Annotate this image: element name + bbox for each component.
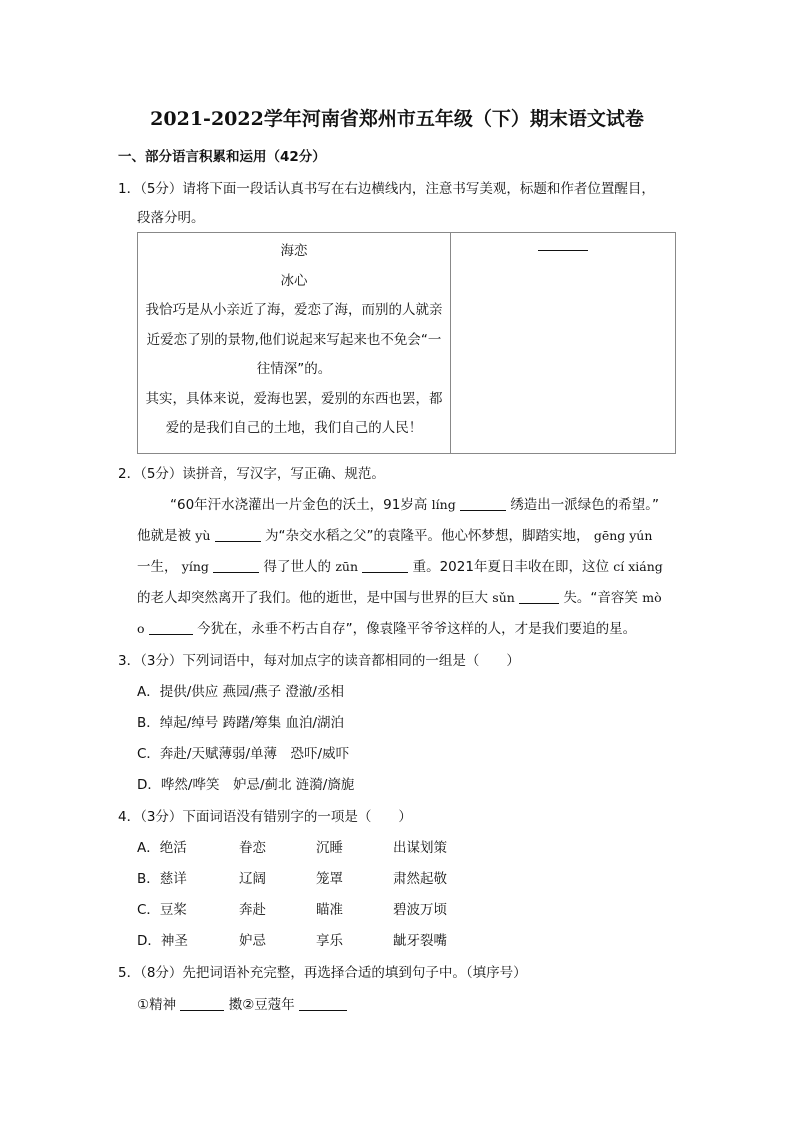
q2-text: “60年汗水浇灌出一片金色的沃土，91岁高 <box>170 497 428 513</box>
answer-blank[interactable] <box>213 559 259 574</box>
q4-word: 享乐 <box>316 933 343 949</box>
pinyin: sǔn <box>492 590 515 605</box>
q3-option-c[interactable]: C．奔赴/天赋薄弱/单薄 恐吓/威吓 <box>137 746 350 762</box>
q4-word: 肃然起敬 <box>393 871 447 887</box>
pinyin: cí xiáng <box>613 559 663 574</box>
poem-author: 冰心 <box>280 272 308 289</box>
pinyin: zūn <box>335 559 358 574</box>
q2-text: 今犹在，永垂不朽古自存”，像袁隆平爷爷这样的人，才是我们要追的星。 <box>197 621 637 637</box>
q4-word: 出谋划策 <box>393 840 447 856</box>
section-heading: 一、部分语言积累和运用（42分） <box>118 149 326 165</box>
q2-text-line3 <box>137 555 663 575</box>
poem-title: 海恋 <box>280 243 308 259</box>
answer-blank[interactable] <box>519 590 559 605</box>
answer-blank[interactable] <box>460 497 506 512</box>
q3-option-a[interactable]: A．提供/供应 燕园/燕子 澄澈/丞相 <box>137 684 344 700</box>
q3-stem: 3．（3分）下列词语中，每对加点字的读音都相同的一组是（ ） <box>118 653 520 669</box>
poem-text-cell <box>138 233 451 454</box>
q2-text-line4 <box>137 586 662 606</box>
q4-word: B．慈详 <box>137 871 187 887</box>
q2-text: 的老人却突然离开了我们。他的逝世，是中国与世界的巨大 <box>137 590 488 606</box>
q4-option-d[interactable] <box>137 929 188 949</box>
answer-blank[interactable] <box>149 621 193 636</box>
answer-blank[interactable] <box>299 997 347 1012</box>
pinyin: yù <box>195 528 211 543</box>
q4-option-c[interactable] <box>137 898 187 918</box>
q2-stem: 2．（5分）读拼音，写汉字，写正确、规范。 <box>118 466 385 482</box>
q4-word: 眷恋 <box>239 840 266 856</box>
q4-word: C．豆桨 <box>137 902 187 918</box>
q4-word: A．绝活 <box>137 840 187 856</box>
q4-word: 辽阔 <box>239 871 266 887</box>
q4-stem: 4．（3分）下面词语没有错别字的一项是（ ） <box>118 809 412 825</box>
q4-word: 碧波万顷 <box>393 902 447 918</box>
answer-blank[interactable] <box>215 528 261 543</box>
pinyin: líng <box>431 497 456 512</box>
q2-text: 为“杂交水稻之父”的袁隆平。他心怀梦想，脚踏实地， <box>265 528 590 544</box>
q1-stem: 1．（5分）请将下面一段话认真书写在右边横线内，注意书写美观，标题和作者位置醒目， <box>118 181 655 197</box>
q2-text: 一生， <box>137 559 178 575</box>
q5-stem: 5．（8分）先把词语补充完整，再选择合适的填到句子中。（填序号） <box>118 965 527 981</box>
q5-text: 擞②豆蔻年 <box>228 997 295 1013</box>
page-title: 2021-2022学年河南省郑州市五年级（下）期末语文试卷 <box>150 108 644 130</box>
q5-line1 <box>137 993 347 1013</box>
q4-word: 瞄准 <box>316 902 343 918</box>
q4-word: D．神圣 <box>137 933 188 949</box>
q1-stem-cont: 段落分明。 <box>137 210 205 226</box>
q3-option-d[interactable]: D．哗然/哗笑 妒忌/蓟北 涟漪/旖旎 <box>137 777 355 793</box>
pinyin: gēng yún <box>593 528 653 543</box>
pinyin: o <box>137 621 145 636</box>
q4-option-a[interactable] <box>137 836 187 856</box>
poem-line: 我恰巧是从小亲近了海，爱恋了海，而别的人就亲 <box>145 302 443 318</box>
q2-text: 他就是被 <box>137 528 191 544</box>
poem-line: 近爱恋了别的景物,他们说起来写起来也不免会“一 <box>146 331 442 348</box>
q2-text-line1 <box>170 493 659 513</box>
q4-word: 笼罩 <box>316 871 343 887</box>
pinyin: mò <box>642 590 662 605</box>
q2-text: 失。“音容笑 <box>563 590 638 606</box>
q4-word: 沉睡 <box>316 840 343 856</box>
q4-word: 奔赴 <box>239 902 266 918</box>
writing-cell[interactable] <box>451 233 676 454</box>
q2-text: 绣造出一派绿色的希望。” <box>510 497 660 513</box>
q4-word: 妒忌 <box>239 933 266 949</box>
q5-text: ①精神 <box>137 997 177 1013</box>
poem-table <box>137 232 676 454</box>
poem-line: 往情深”的。 <box>256 361 332 377</box>
q4-word: 龇牙裂嘴 <box>393 933 447 949</box>
answer-blank[interactable] <box>180 997 224 1012</box>
answer-blank[interactable] <box>362 559 408 574</box>
writing-blank[interactable] <box>538 250 588 251</box>
pinyin: yíng <box>181 559 209 574</box>
q2-text: 得了世人的 <box>263 559 332 575</box>
q2-text: 重。2021年夏日丰收在即，这位 <box>412 559 609 575</box>
q2-text-line2 <box>137 524 652 544</box>
q2-text-line5 <box>137 617 636 637</box>
q3-option-b[interactable]: B．绰起/绰号 踌躇/筹集 血泊/湖泊 <box>137 715 344 731</box>
poem-line: 其实，具体来说，爱海也罢，爱别的东西也罢，都 <box>145 390 443 407</box>
poem-line: 爱的是我们自己的土地，我们自己的人民！ <box>165 420 423 436</box>
q4-option-b[interactable] <box>137 867 187 887</box>
